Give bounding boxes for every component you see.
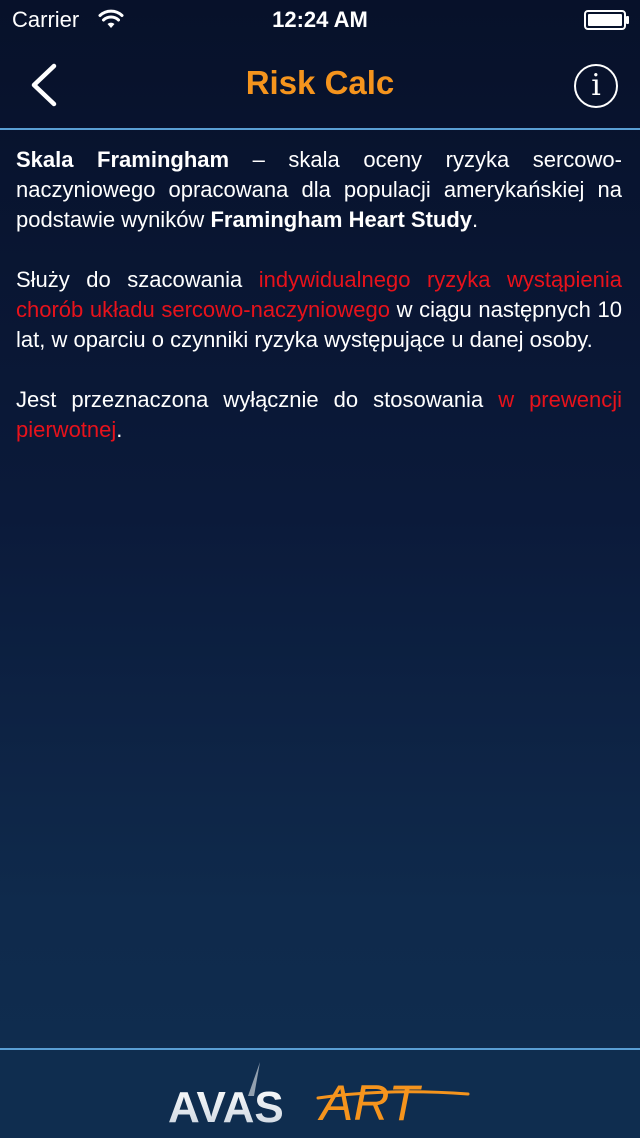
highlight-text: indywidualnego ryzyka wystąpienia chorób układu sercowo-naczyniowego: [16, 267, 622, 322]
paragraph-text: .: [116, 417, 123, 442]
term-framingham-study: Framingham Heart Study: [210, 207, 473, 232]
info-icon: i: [591, 68, 601, 103]
carrier-label: Carrier: [12, 7, 80, 32]
paragraph-text: Służy do szacowania: [16, 267, 259, 292]
status-bar: [0, 0, 640, 40]
svg-text:ART: ART: [320, 1075, 420, 1130]
status-time: 12:24 AM: [272, 7, 368, 32]
paragraph-purpose: [16, 265, 622, 355]
description-content: [16, 145, 622, 475]
paragraph-text: w ciągu następnych 10 lat, w oparciu o czynniki ryzyka występujące u danej osoby.: [16, 297, 622, 352]
battery-icon: [584, 10, 630, 30]
info-button[interactable]: [574, 64, 618, 108]
term-framingham-scale: Skala Framingham: [16, 147, 230, 172]
paragraph-text: .: [472, 207, 479, 232]
paragraph-text: Jest przeznaczona wyłącznie do stosowania: [16, 387, 499, 412]
paragraph-usage: [16, 385, 622, 445]
highlight-text: w prewencji pierwotnej: [16, 387, 622, 442]
paragraph-intro: [16, 145, 622, 235]
footer: [0, 1048, 640, 1138]
page-title: Risk Calc: [245, 64, 395, 101]
paragraph-text: – skala oceny ryzyka sercowo-naczyniowego opracowana dla populacji amerykańskiej na podstawie wyników: [16, 147, 622, 232]
avasart-logo: [168, 1060, 478, 1130]
svg-text:AVAS: AVAS: [168, 1083, 284, 1130]
navigation-bar: [0, 40, 640, 130]
